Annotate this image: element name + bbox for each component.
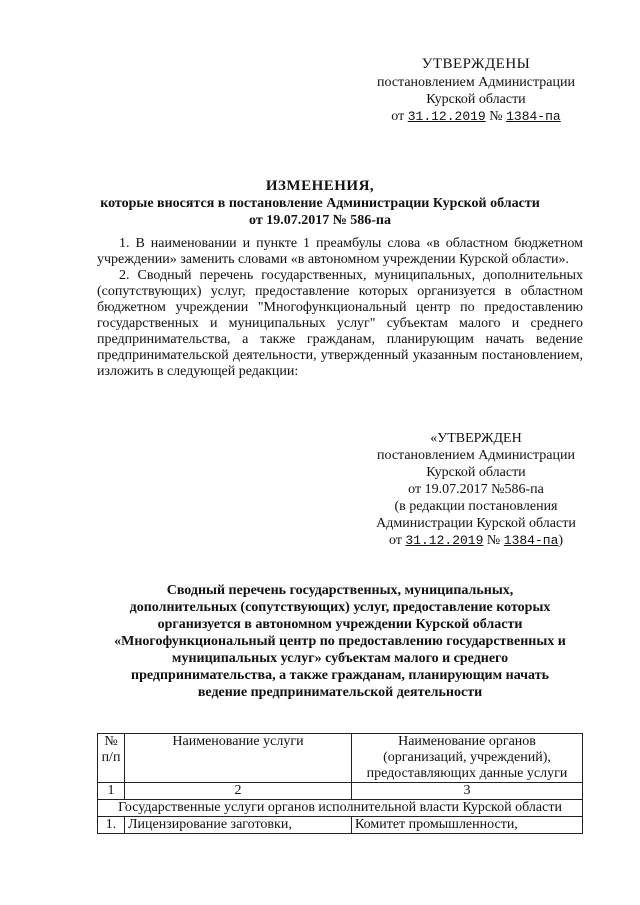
column-number-2: 2 (125, 783, 352, 800)
table-header-row (98, 734, 583, 783)
section-heading: Государственные услуги органов исполнительной власти Курской области (98, 800, 583, 817)
row-number: 1. (98, 817, 125, 834)
inner-approval-line-4: (в редакции постановления (394, 499, 558, 514)
inner-approval-line-5: Администрации Курской области (376, 516, 576, 531)
inner-approval-number: 1384-па (503, 533, 559, 548)
header-number: № п/п (98, 734, 125, 783)
document-title (80, 178, 560, 229)
inner-approval-line-1: постановлением Администрации (377, 448, 575, 463)
column-number-3: 3 (352, 783, 583, 800)
list-title-line-5: муниципальных услуг» субъектам малого и среднего (171, 651, 509, 666)
approval-date-line: от 31.12.2019 № 1384-па (391, 109, 561, 124)
approval-date: 31.12.2019 (407, 109, 486, 124)
inner-approval-heading: «УТВЕРЖДЕН (430, 431, 522, 446)
list-title (90, 582, 590, 701)
column-number-1: 1 (98, 783, 125, 800)
approval-heading: УТВЕРЖДЕНЫ (421, 56, 531, 72)
table-row (98, 817, 583, 834)
header-organizations: Наименование органов (организаций, учреждений), предоставляющих данные услуги (352, 734, 583, 783)
services-table (97, 733, 583, 834)
row-service-name: Лицензирование заготовки, (125, 817, 352, 834)
table-section-row (98, 800, 583, 817)
header-service-name: Наименование услуги (125, 734, 352, 783)
inner-approval-block (360, 430, 592, 549)
approval-line-2: Курской области (426, 92, 526, 107)
list-title-line-7: ведение предпринимательской деятельности (197, 685, 483, 700)
paragraph-2: 2. Сводный перечень государственных, муниципальных, дополнительных (сопутствующих) услуг, предоставление которых организуется в областном бюджетном учреждении "Многофункциональный центр по предоставлению государственных и муниципальных услуг" субъектам малого и среднего предпринимательства, а также гражданам, планирующим начать ведение предпринимательской деятельности, утвержденный указанным постановлением, изложить в следующей редакции: (97, 268, 583, 379)
row-organization: Комитет промышленности, (352, 817, 583, 834)
title-heading: ИЗМЕНЕНИЯ, (265, 178, 375, 194)
inner-approval-date-line: от 31.12.2019 № 1384-па) (388, 533, 564, 548)
approval-number: 1384-па (506, 109, 561, 124)
list-title-line-1: Сводный перечень государственных, муниципальных, (166, 583, 514, 598)
list-title-line-6: предпринимательства, а также гражданам, планирующим начать (131, 668, 549, 683)
list-title-line-2: дополнительных (сопутствующих) услуг, предоставление которых (129, 600, 551, 615)
inner-approval-line-3: от 19.07.2017 №586-па (408, 482, 544, 497)
inner-approval-date: 31.12.2019 (405, 533, 484, 548)
title-line-1: которые вносятся в постановление Администрации Курской области (100, 196, 540, 211)
approval-line-1: постановлением Администрации (377, 75, 575, 90)
inner-approval-line-2: Курской области (426, 465, 526, 480)
approval-block (360, 56, 592, 125)
body-text (97, 236, 583, 380)
list-title-line-3: организуется в автономном учреждении Курской области (157, 617, 523, 632)
paragraph-1: 1. В наименовании и пункте 1 преамбулы слова «в областном бюджетном учреждении» заменить словами «в автономном учреждении Курской области». (97, 236, 583, 267)
title-line-2: от 19.07.2017 № 586-па (249, 213, 391, 228)
list-title-line-4: «Многофункциональный центр по предоставлению государственных и (114, 634, 566, 649)
table-number-row (98, 783, 583, 800)
